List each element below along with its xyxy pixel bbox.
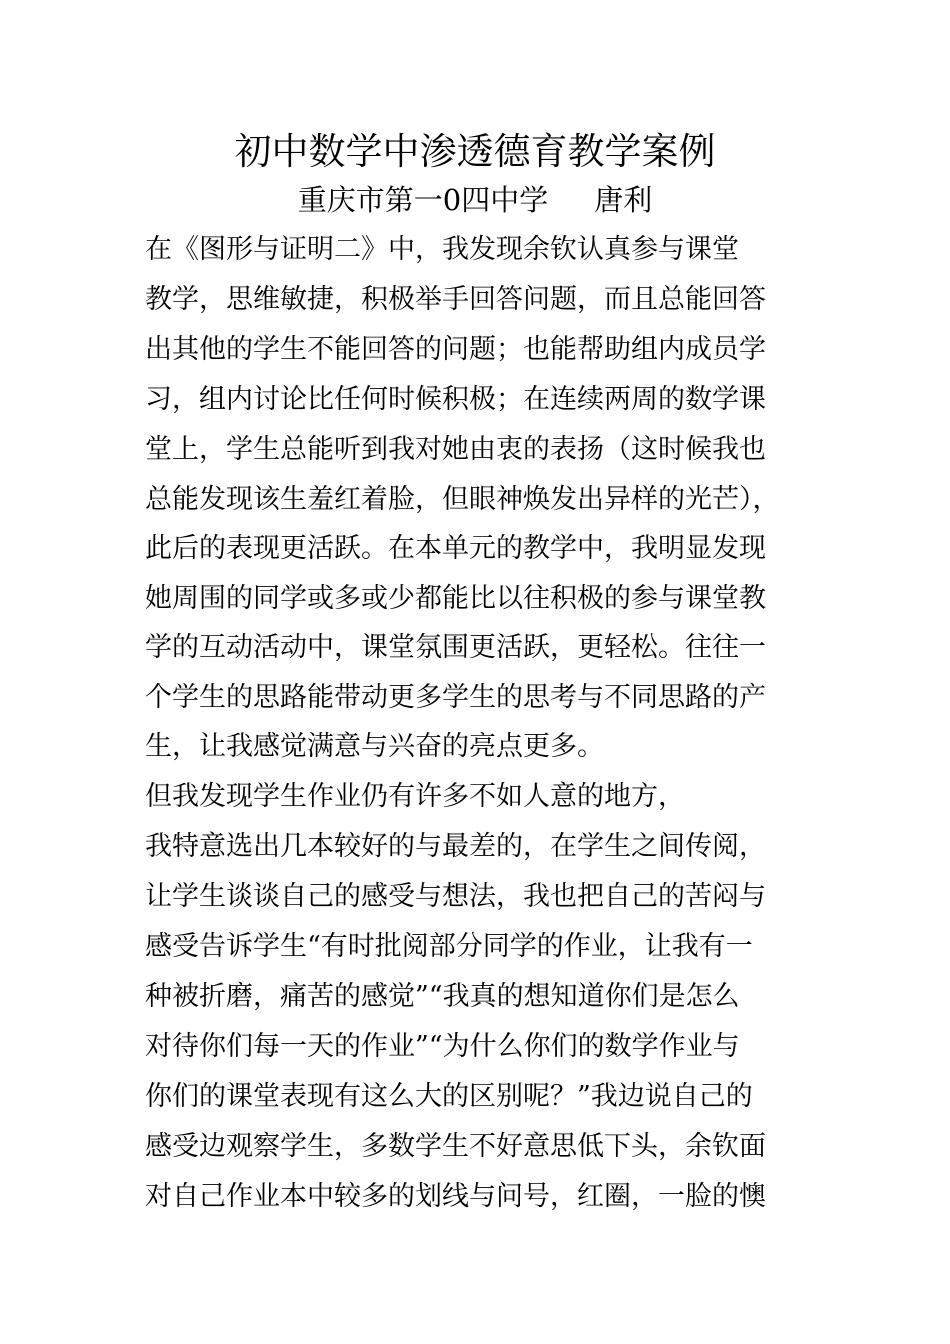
body-line: 习，组内讨论比任何时候积极；在连续两周的数学课 xyxy=(145,384,766,415)
body-line: 你们的课堂表现有这么大的区别呢？”我边说自己的 xyxy=(145,1081,753,1112)
body-line: 学的互动活动中，课堂氛围更活跃，更轻松。往往一 xyxy=(145,632,766,663)
body-line: 感受边观察学生，多数学生不好意思低下头，余钦面 xyxy=(145,1131,766,1162)
body-line: 让学生谈谈自己的感受与想法，我也把自己的苦闷与 xyxy=(145,881,766,912)
body-line: 但我发现学生作业仍有许多不如人意的地方， xyxy=(145,781,685,812)
body-line: 感受告诉学生“有时批阅部分同学的作业，让我有一 xyxy=(145,931,753,962)
school-name: 重庆市第一0四中学 xyxy=(297,183,549,217)
document-byline xyxy=(0,178,950,222)
body-line: 个学生的思路能带动更多学生的思考与不同思路的产 xyxy=(145,682,766,713)
body-line: 我特意选出几本较好的与最差的，在学生之间传阅， xyxy=(145,831,766,862)
body-line: 生，让我感觉满意与兴奋的亮点更多。 xyxy=(145,731,604,762)
body-line: 对待你们每一天的作业”“为什么你们的数学作业与 xyxy=(145,1031,740,1062)
body-line: 出其他的学生不能回答的问题；也能帮助组内成员学 xyxy=(145,334,766,365)
body-line: 种被折磨，痛苦的感觉”“我真的想知道你们是怎么 xyxy=(145,981,740,1012)
body-line: 总能发现该生羞红着脸，但眼神焕发出异样的光芒）， xyxy=(145,484,780,515)
body-line: 在《图形与证明二》中，我发现余钦认真参与课堂 xyxy=(145,234,739,265)
document-title: 初中数学中渗透德育教学案例 xyxy=(234,130,716,173)
body-line: 此后的表现更活跃。在本单元的教学中，我明显发现 xyxy=(145,533,766,564)
body-line: 对自己作业本中较多的划线与问号，红圈，一脸的懊 xyxy=(145,1181,766,1212)
body-line: 堂上，学生总能听到我对她由衷的表扬（这时候我也 xyxy=(145,434,766,465)
body-line: 教学，思维敏捷，积极举手回答问题，而且总能回答 xyxy=(145,284,766,315)
body-line: 她周围的同学或多或少都能比以往积极的参与课堂教 xyxy=(145,583,766,614)
author-name: 唐利 xyxy=(594,183,653,217)
